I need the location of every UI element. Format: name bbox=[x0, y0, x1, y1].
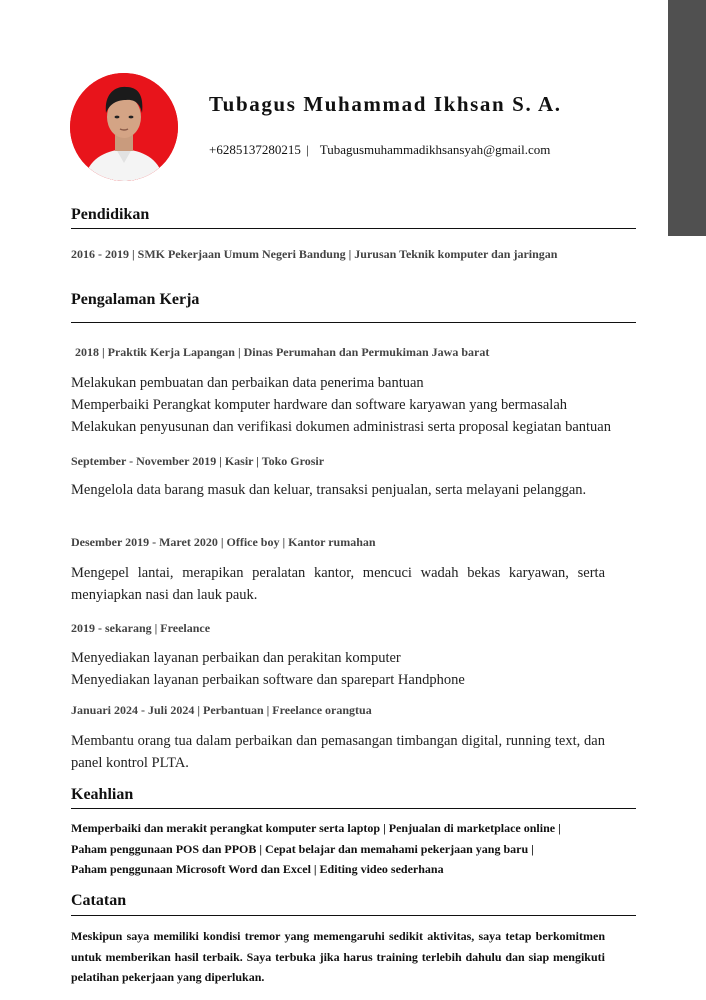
contact-separator: | bbox=[306, 142, 309, 157]
job-heading: Desember 2019 - Maret 2020 | Office boy | Kantor rumahan bbox=[71, 535, 376, 549]
email-address: Tubagusmuhammadikhsansyah@gmail.com bbox=[319, 142, 551, 157]
job-line: Melakukan penyusunan dan verifikasi dokumen administrasi serta proposal kegiatan bantuan bbox=[71, 419, 611, 435]
experience-divider bbox=[71, 322, 636, 323]
job-line: Menyediakan layanan perbaikan dan perakitan komputer bbox=[71, 650, 401, 666]
skills-line: Paham penggunaan Microsoft Word dan Excel | Editing video sederhana bbox=[71, 862, 444, 876]
contact-line bbox=[209, 142, 550, 158]
job-heading: 2018 | Praktik Kerja Lapangan | Dinas Perumahan dan Permukiman Jawa barat bbox=[75, 345, 490, 359]
job-description: Mengepel lantai, merapikan peralatan kantor, mencuci wadah bekas karyawan, serta menyiapkan nasi dan lauk pauk. bbox=[71, 565, 605, 603]
job-heading: Januari 2024 - Juli 2024 | Perbantuan | Freelance orangtua bbox=[71, 703, 372, 717]
job-heading: 2019 - sekarang | Freelance bbox=[71, 621, 211, 635]
job-description: Membantu orang tua dalam perbaikan dan pemasangan timbangan digital, running text, dan panel kontrol PLTA. bbox=[71, 733, 605, 771]
education-entry: 2016 - 2019 | SMK Pekerjaan Umum Negeri Bandung | Jurusan Teknik komputer dan jaringan bbox=[71, 247, 558, 261]
notes-divider bbox=[71, 915, 636, 916]
job-line: Menyediakan layanan perbaikan software dan sparepart Handphone bbox=[71, 672, 465, 688]
profile-photo bbox=[70, 73, 178, 181]
skills-divider bbox=[71, 808, 636, 809]
skills-list bbox=[71, 818, 605, 880]
scrollbar[interactable] bbox=[668, 0, 706, 236]
phone-number: +6285137280215 bbox=[209, 142, 301, 157]
skills-title: Keahlian bbox=[71, 786, 134, 803]
education-divider bbox=[71, 228, 636, 229]
candidate-name: Tubagus Muhammad Ikhsan S. A. bbox=[209, 92, 562, 116]
job-description bbox=[71, 372, 651, 438]
skills-line: Memperbaiki dan merakit perangkat komputer serta laptop | Penjualan di marketplace online | bbox=[71, 821, 561, 835]
job-description: Mengelola data barang masuk dan keluar, transaksi penjualan, serta melayani pelanggan. bbox=[71, 482, 587, 498]
notes-text: Meskipun saya memiliki kondisi tremor yang memengaruhi sedikit aktivitas, saya tetap berkomitmen untuk memberikan hasil terbaik. Saya terbuka jika harus training terlebih dahulu dan siap mengikuti pelatihan pekerjaan yang diperlukan. bbox=[71, 929, 605, 984]
education-title: Pendidikan bbox=[71, 206, 150, 223]
job-heading: September - November 2019 | Kasir | Toko Grosir bbox=[71, 454, 325, 468]
job-description bbox=[71, 647, 605, 691]
skills-line: Paham penggunaan POS dan PPOB | Cepat belajar dan memahami pekerjaan yang baru | bbox=[71, 841, 534, 856]
job-line: Melakukan pembuatan dan perbaikan data penerima bantuan bbox=[71, 375, 424, 391]
notes-title: Catatan bbox=[71, 892, 127, 909]
experience-title: Pengalaman Kerja bbox=[71, 291, 200, 308]
job-line: Memperbaiki Perangkat komputer hardware dan software karyawan yang bermasalah bbox=[71, 397, 568, 413]
